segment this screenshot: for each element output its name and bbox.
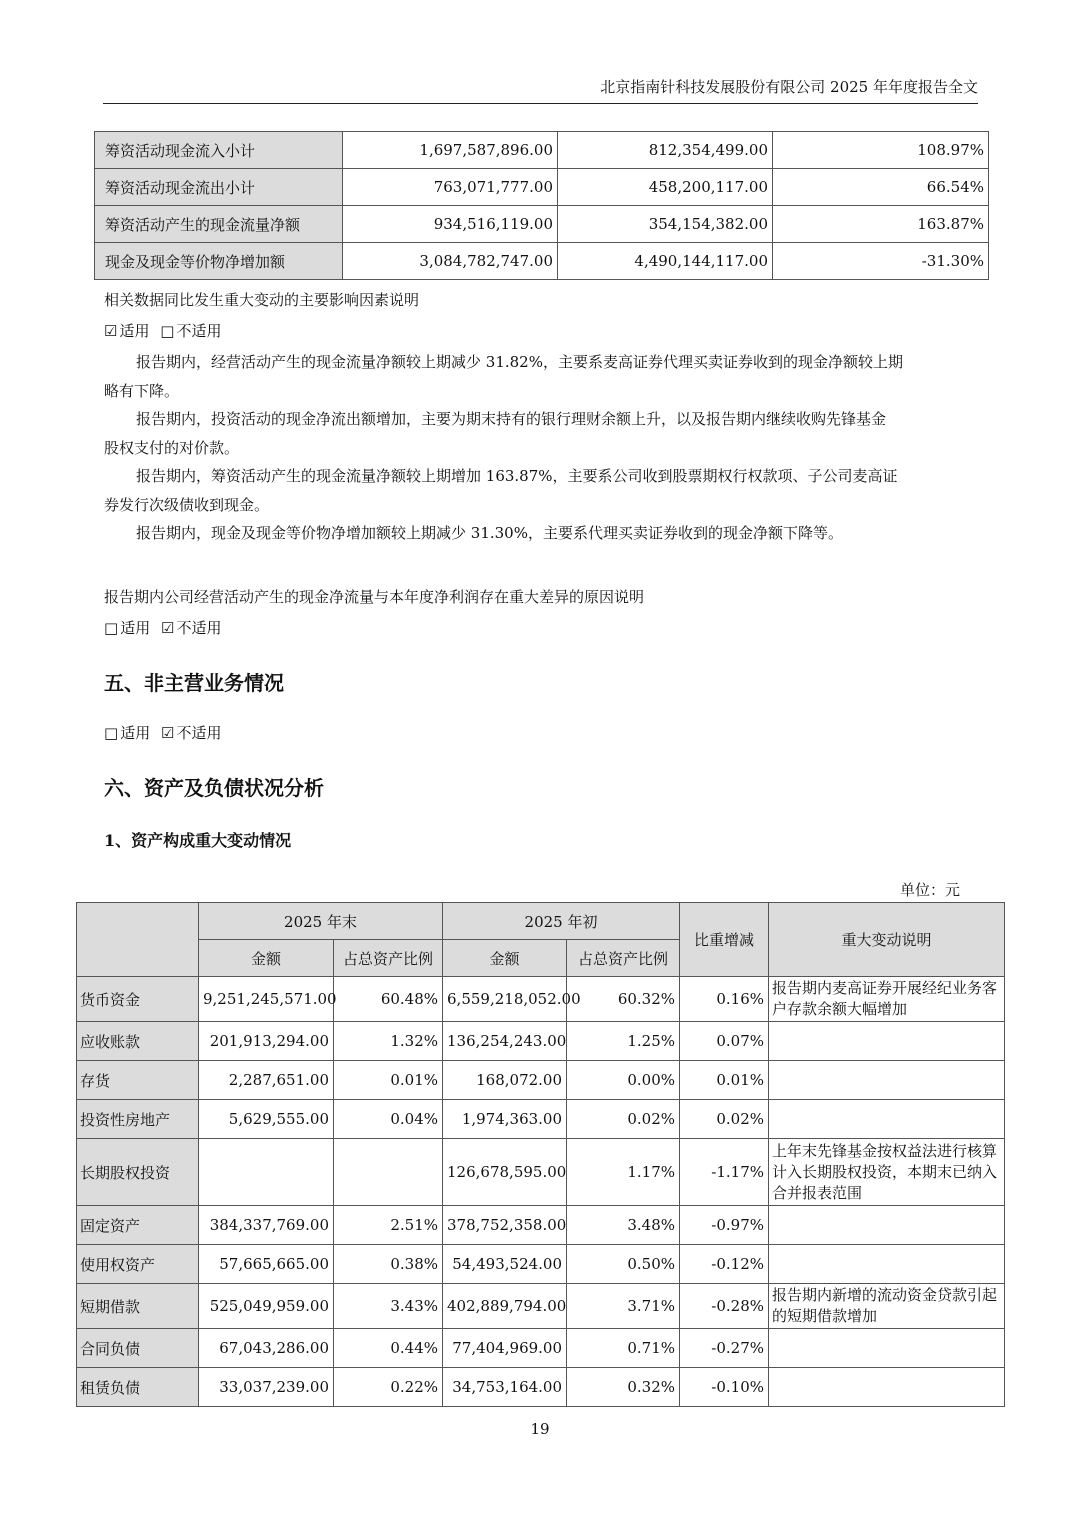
- change-note: [769, 1100, 1005, 1139]
- ratio-header: 占总资产比例: [334, 940, 443, 977]
- explain-line: 略有下降。: [104, 382, 180, 400]
- end-ratio: 60.48%: [334, 977, 443, 1022]
- end-ratio: 0.01%: [334, 1061, 443, 1100]
- row-label: 租赁负债: [77, 1368, 199, 1407]
- checked-box-icon: ☑: [160, 619, 175, 637]
- row-label: 现金及现金等价物净增加额: [95, 243, 343, 280]
- change-value: 163.87%: [773, 206, 989, 243]
- end-ratio: 0.22%: [334, 1368, 443, 1407]
- start-amount: 168,072.00: [443, 1061, 567, 1100]
- current-value: 1,697,587,896.00: [343, 132, 558, 169]
- start-ratio: 0.02%: [567, 1100, 680, 1139]
- change-note: [769, 1022, 1005, 1061]
- table-header-row: [77, 903, 1005, 940]
- start-amount: 6,559,218,052.00: [443, 977, 567, 1022]
- change-note: [769, 1329, 1005, 1368]
- start-ratio: 0.71%: [567, 1329, 680, 1368]
- end-amount: 5,629,555.00: [199, 1100, 334, 1139]
- ratio-header: 占总资产比例: [567, 940, 680, 977]
- table-row: [77, 1368, 1005, 1407]
- table-row: [95, 132, 989, 169]
- unchecked-box-icon: □: [104, 724, 119, 742]
- section-heading: 六、资产及负债状况分析: [104, 776, 324, 800]
- end-ratio: 0.44%: [334, 1329, 443, 1368]
- end-amount: 201,913,294.00: [199, 1022, 334, 1061]
- explain-title: 相关数据同比发生重大变动的主要影响因素说明: [104, 291, 420, 309]
- current-value: 3,084,782,747.00: [343, 243, 558, 280]
- table-row: [95, 169, 989, 206]
- change-note: [769, 1245, 1005, 1284]
- start-ratio: 3.71%: [567, 1284, 680, 1329]
- explain-line: 券发行次级债收到现金。: [104, 496, 270, 514]
- subsection-heading: 1、资产构成重大变动情况: [104, 831, 292, 850]
- previous-value: 354,154,382.00: [558, 206, 773, 243]
- row-label: 长期股权投资: [77, 1139, 199, 1206]
- not-applicable-label: 不适用: [176, 619, 222, 637]
- end-ratio: 1.32%: [334, 1022, 443, 1061]
- header-divider: [103, 103, 978, 104]
- start-amount: 77,404,969.00: [443, 1329, 567, 1368]
- row-label: 筹资活动现金流出小计: [95, 169, 343, 206]
- change-header: 比重增减: [680, 903, 769, 977]
- table-row: [95, 243, 989, 280]
- ratio-change: -1.17%: [680, 1139, 769, 1206]
- not-applicable-label: 不适用: [176, 724, 222, 742]
- ratio-change: -0.28%: [680, 1284, 769, 1329]
- start-ratio: 0.50%: [567, 1245, 680, 1284]
- year-start-header: 2025 年初: [443, 903, 680, 940]
- end-amount: 67,043,286.00: [199, 1329, 334, 1368]
- table-row: [77, 1245, 1005, 1284]
- previous-value: 4,490,144,117.00: [558, 243, 773, 280]
- ratio-change: -0.10%: [680, 1368, 769, 1407]
- end-amount: 2,287,651.00: [199, 1061, 334, 1100]
- explain-line: 报告期内，投资活动的现金净流出额增加，主要为期末持有的银行理财余额上升，以及报告期内继续收购先锋基金: [136, 410, 887, 428]
- row-label: 存货: [77, 1061, 199, 1100]
- end-ratio: 3.43%: [334, 1284, 443, 1329]
- current-value: 934,516,119.00: [343, 206, 558, 243]
- applicability-options: [104, 617, 221, 638]
- start-ratio: 0.32%: [567, 1368, 680, 1407]
- table-row: [77, 1022, 1005, 1061]
- start-ratio: 0.00%: [567, 1061, 680, 1100]
- ratio-change: 0.07%: [680, 1022, 769, 1061]
- end-amount: 9,251,245,571.00: [199, 977, 334, 1022]
- start-amount: 378,752,358.00: [443, 1206, 567, 1245]
- end-amount: 57,665,665.00: [199, 1245, 334, 1284]
- ratio-change: -0.27%: [680, 1329, 769, 1368]
- start-amount: 1,974,363.00: [443, 1100, 567, 1139]
- start-amount: 402,889,794.00: [443, 1284, 567, 1329]
- ratio-change: 0.01%: [680, 1061, 769, 1100]
- end-amount: 525,049,959.00: [199, 1284, 334, 1329]
- ratio-change: 0.02%: [680, 1100, 769, 1139]
- explain-line: 报告期内，经营活动产生的现金流量净额较上期减少 31.82%，主要系麦高证券代理买卖证券收到的现金净额较上期: [136, 353, 903, 371]
- checked-box-icon: ☑: [160, 724, 175, 742]
- applicability-options: [104, 320, 221, 341]
- corner-header: [77, 903, 199, 977]
- diff-note-title: 报告期内公司经营活动产生的现金净流量与本年度净利润存在重大差异的原因说明: [104, 588, 645, 606]
- row-label: 投资性房地产: [77, 1100, 199, 1139]
- row-label: 应收账款: [77, 1022, 199, 1061]
- report-header-title: 北京指南针科技发展股份有限公司 2025 年年度报告全文: [600, 78, 978, 96]
- change-value: 108.97%: [773, 132, 989, 169]
- end-amount: 33,037,239.00: [199, 1368, 334, 1407]
- start-amount: 126,678,595.00: [443, 1139, 567, 1206]
- row-label: 固定资产: [77, 1206, 199, 1245]
- end-amount: [199, 1139, 334, 1206]
- start-amount: 34,753,164.00: [443, 1368, 567, 1407]
- ratio-change: -0.12%: [680, 1245, 769, 1284]
- row-label: 货币资金: [77, 977, 199, 1022]
- assets-table: [76, 902, 1005, 1407]
- row-label: 筹资活动现金流入小计: [95, 132, 343, 169]
- change-note: 上年末先锋基金按权益法进行核算计入长期股权投资，本期末已纳入合并报表范围: [769, 1139, 1005, 1206]
- amount-header: 金额: [199, 940, 334, 977]
- change-note: 报告期内麦高证券开展经纪业务客户存款余额大幅增加: [769, 977, 1005, 1022]
- table-row: [95, 206, 989, 243]
- checked-box-icon: ☑: [104, 322, 118, 340]
- ratio-change: 0.16%: [680, 977, 769, 1022]
- start-ratio: 1.25%: [567, 1022, 680, 1061]
- amount-header: 金额: [443, 940, 567, 977]
- cashflow-table: [94, 131, 989, 280]
- change-value: -31.30%: [773, 243, 989, 280]
- end-amount: 384,337,769.00: [199, 1206, 334, 1245]
- table-row: [77, 1061, 1005, 1100]
- ratio-change: -0.97%: [680, 1206, 769, 1245]
- table-row: [77, 1329, 1005, 1368]
- start-ratio: 60.32%: [567, 977, 680, 1022]
- change-value: 66.54%: [773, 169, 989, 206]
- end-ratio: [334, 1139, 443, 1206]
- change-note: 报告期内新增的流动资金贷款引起的短期借款增加: [769, 1284, 1005, 1329]
- previous-value: 812,354,499.00: [558, 132, 773, 169]
- year-end-header: 2025 年末: [199, 903, 443, 940]
- note-header: 重大变动说明: [769, 903, 1005, 977]
- change-note: [769, 1061, 1005, 1100]
- start-amount: 136,254,243.00: [443, 1022, 567, 1061]
- start-ratio: 1.17%: [567, 1139, 680, 1206]
- previous-value: 458,200,117.00: [558, 169, 773, 206]
- table-row: [77, 1139, 1005, 1206]
- page-number: 19: [530, 1420, 550, 1438]
- row-label: 筹资活动产生的现金流量净额: [95, 206, 343, 243]
- explain-line: 报告期内，现金及现金等价物净增加额较上期减少 31.30%，主要系代理买卖证券收到的现金净额下降等。: [136, 524, 843, 542]
- applicable-label: 适用: [120, 724, 151, 742]
- row-label: 使用权资产: [77, 1245, 199, 1284]
- applicability-options: [104, 722, 221, 743]
- applicable-label: 适用: [120, 619, 151, 637]
- end-ratio: 0.04%: [334, 1100, 443, 1139]
- unchecked-box-icon: □: [104, 619, 119, 637]
- section-heading: 五、非主营业务情况: [104, 671, 284, 695]
- table-row: [77, 1206, 1005, 1245]
- unchecked-box-icon: □: [160, 322, 175, 340]
- start-ratio: 3.48%: [567, 1206, 680, 1245]
- change-note: [769, 1368, 1005, 1407]
- row-label: 合同负债: [77, 1329, 199, 1368]
- table-row: [77, 977, 1005, 1022]
- table-row: [77, 1100, 1005, 1139]
- start-amount: 54,493,524.00: [443, 1245, 567, 1284]
- row-label: 短期借款: [77, 1284, 199, 1329]
- change-note: [769, 1206, 1005, 1245]
- explain-line: 股权支付的对价款。: [104, 439, 240, 457]
- end-ratio: 2.51%: [334, 1206, 443, 1245]
- not-applicable-label: 不适用: [176, 322, 222, 340]
- applicable-label: 适用: [119, 322, 150, 340]
- explain-line: 报告期内，筹资活动产生的现金流量净额较上期增加 163.87%，主要系公司收到股票期权行权款项、子公司麦高证: [136, 467, 898, 485]
- unit-label: 单位：元: [899, 881, 960, 899]
- end-ratio: 0.38%: [334, 1245, 443, 1284]
- current-value: 763,071,777.00: [343, 169, 558, 206]
- table-row: [77, 1284, 1005, 1329]
